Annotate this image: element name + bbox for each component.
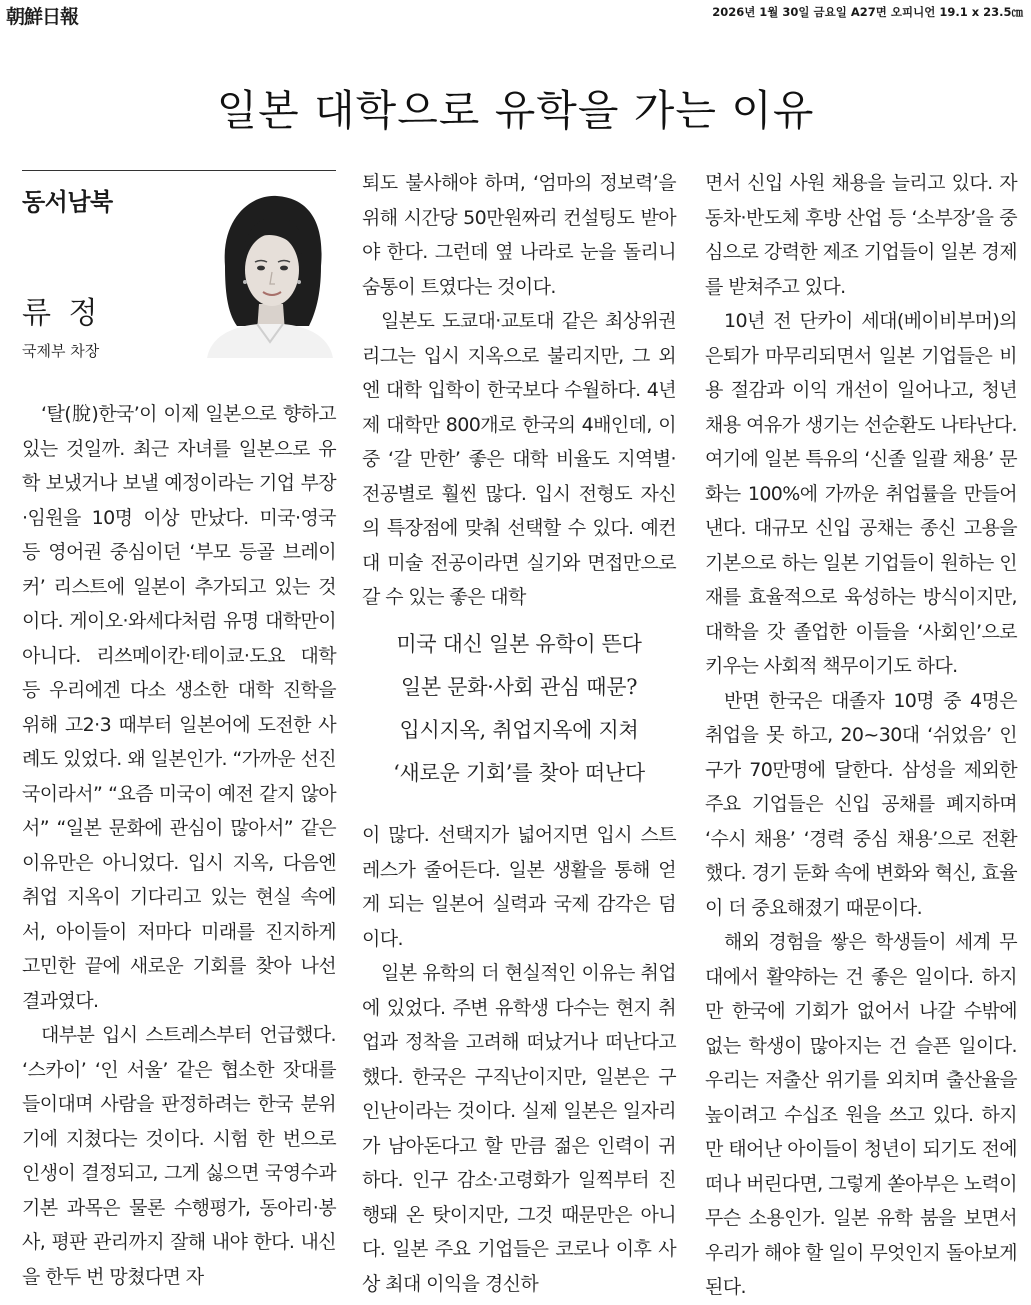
paragraph: 10년 전 단카이 세대(베이비부머)의 은퇴가 마무리되면서 일본 기업들은 비용 절감과 이익 개선이 일어나고, 청년 채용 여유가 생기는 선순환도 나타난다. 여기에 일본 특유의 ‘신졸 일괄 채용’ 문화는 100%에 가까운 취업률을 만들어 낸다. 대규모 신입 공채는 종신 고용을 기본으로 하는 일본 기업들이 원하는 인재를 효율적으로 육성하는 방식이지만, 대학을 갓 졸업한 이들을 ‘사회인’으로 키우는 사회적 책무이기도 하다.: [705, 310, 1017, 677]
author-title: 국제부 차장: [22, 342, 100, 360]
masthead-logo: 朝鮮日報: [6, 6, 79, 28]
paragraph: 이 많다. 선택지가 넓어지면 입시 스트레스가 줄어든다. 일본 생활을 통해 얻게 되는 일본어 실력과 국제 감각은 덤이다.: [362, 824, 676, 950]
pull-quote-line: 입시지옥, 취업지옥에 지쳐: [399, 718, 639, 742]
column-rule: [22, 170, 336, 171]
author-name: 류 정: [22, 296, 102, 331]
paragraph: 대부분 입시 스트레스부터 언급했다. ‘스카이’ ‘인 서울’ 같은 협소한 잣대를 들이대며 사람을 판정하려는 한국 분위기에 지쳤다는 것이다. 시험 한 번으로 인생이 결정되고, 그게 싫으면 국영수과 기본 과목은 물론 수행평가, 동아리·봉사, 평판 관리까지 잘해 내야 한다. 내신을 한두 번 망쳤다면 자: [22, 1024, 336, 1288]
dateline: 2026년 1월 30일 금요일 A27면 오피니언 19.1 x 23.5㎝: [712, 5, 1023, 19]
paragraph: ‘탈(脫)한국’이 이제 일본으로 향하고 있는 것일까. 최근 자녀를 일본으로 유학 보냈거나 보낼 예정이라는 기업 부장·임원을 10명 이상 만났다. 미국·영국 등 영어권 중심이던 ‘부모 등골 브레이커’ 리스트에 일본이 추가되고 있는 것이다. 게이오·와세다처럼 유명 대학만이 아니다. 리쓰메이칸·테이쿄·도요 대학 등 우리에겐 다소 생소한 대학 진학을 위해 고2·3 때부터 일본어에 도전한 사례도 있었다. 왜 일본인가. “가까운 선진국이라서” “요즘 미국이 예전 같지 않아서” “일본 문화에 관심이 많아서” 같은 이유만은 아니었다. 입시 지옥, 다음엔 취업 지옥이 기다리고 있는 현실 속에서, 아이들이 저마다 미래를 진지하게 고민한 끝에 새로운 기회를 찾아 나선 결과였다.: [22, 403, 336, 1012]
article-column-1: [22, 397, 336, 1294]
pull-quote: [362, 623, 676, 795]
article-column-3: [705, 166, 1017, 1305]
paragraph: 일본 유학의 더 현실적인 이유는 취업에 있었다. 주변 유학생 다수는 현지 취업과 정착을 고려해 떠났거나 떠난다고 했다. 한국은 구직난이지만, 일본은 구인난이라는 것이다. 실제 일본은 일자리가 남아돈다고 할 만큼 젊은 인력이 귀하다. 인구 감소·고령화가 일찍부터 진행돼 온 탓이지만, 그것 때문만은 아니다. 일본 주요 기업들은 코로나 이후 사상 최대 이익을 경신하: [362, 962, 676, 1295]
pull-quote-line: 일본 문화·사회 관심 때문?: [400, 675, 638, 699]
headline: 일본 대학으로 유학을 가는 이유: [216, 86, 815, 136]
article-column-2-top: [362, 166, 676, 615]
paragraph: 일본도 도쿄대·교토대 같은 최상위권 리그는 입시 지옥으로 불리지만, 그 외엔 대학 입학이 한국보다 수월하다. 4년제 대학만 800개로 한국의 4배인데, 이 중 ‘갈 만한’ 좋은 대학 비율도 지역별·전공별로 훨씬 많다. 입시 전형도 자신의 특장점에 맞춰 선택할 수 있다. 예컨대 미술 전공이라면 실기와 면접만으로 갈 수 있는 좋은 대학: [362, 310, 676, 608]
section-label: 동서남북: [22, 188, 113, 216]
paragraph: 반면 한국은 대졸자 10명 중 4명은 취업을 못 하고, 20~30대 ‘쉬었음’ 인구가 70만명에 달한다. 삼성을 제외한 주요 기업들은 신입 공채를 폐지하며 ‘수시 채용’ ‘경력 중심 채용’으로 전환했다. 경기 둔화 속에 변화와 혁신, 효율이 더 중요해졌기 때문이다.: [705, 689, 1017, 919]
paragraph: 면서 신입 사원 채용을 늘리고 있다. 자동차·반도체 후방 산업 등 ‘소부장’을 중심으로 강력한 제조 기업들이 일본 경제를 받쳐주고 있다.: [705, 172, 1017, 298]
paragraph: 퇴도 불사해야 하며, ‘엄마의 정보력’을 위해 시간당 50만원짜리 컨설팅도 받아야 한다. 그런데 옆 나라로 눈을 돌리니 숨통이 트였다는 것이다.: [362, 172, 676, 298]
author-photo: [203, 186, 337, 358]
paragraph: 해외 경험을 쌓은 학생들이 세계 무대에서 활약하는 건 좋은 일이다. 하지만 한국에 기회가 없어서 나갈 수밖에 없는 학생이 많아지는 건 슬픈 일이다. 우리는 저출산 위기를 외치며 출산율을 높이려고 수십조 원을 쓰고 있다. 하지만 태어난 아이들이 청년이 되기도 전에 떠나 버린다면, 그렇게 쏟아부은 노력이 무슨 소용인가. 일본 유학 붐을 보면서 우리가 해야 할 일이 무엇인지 돌아보게 된다.: [705, 931, 1017, 1298]
pull-quote-line: 미국 대신 일본 유학이 뜬다: [396, 632, 642, 656]
pull-quote-line: ‘새로운 기회’를 찾아 떠난다: [393, 761, 645, 785]
article-column-2-bottom: [362, 818, 676, 1301]
